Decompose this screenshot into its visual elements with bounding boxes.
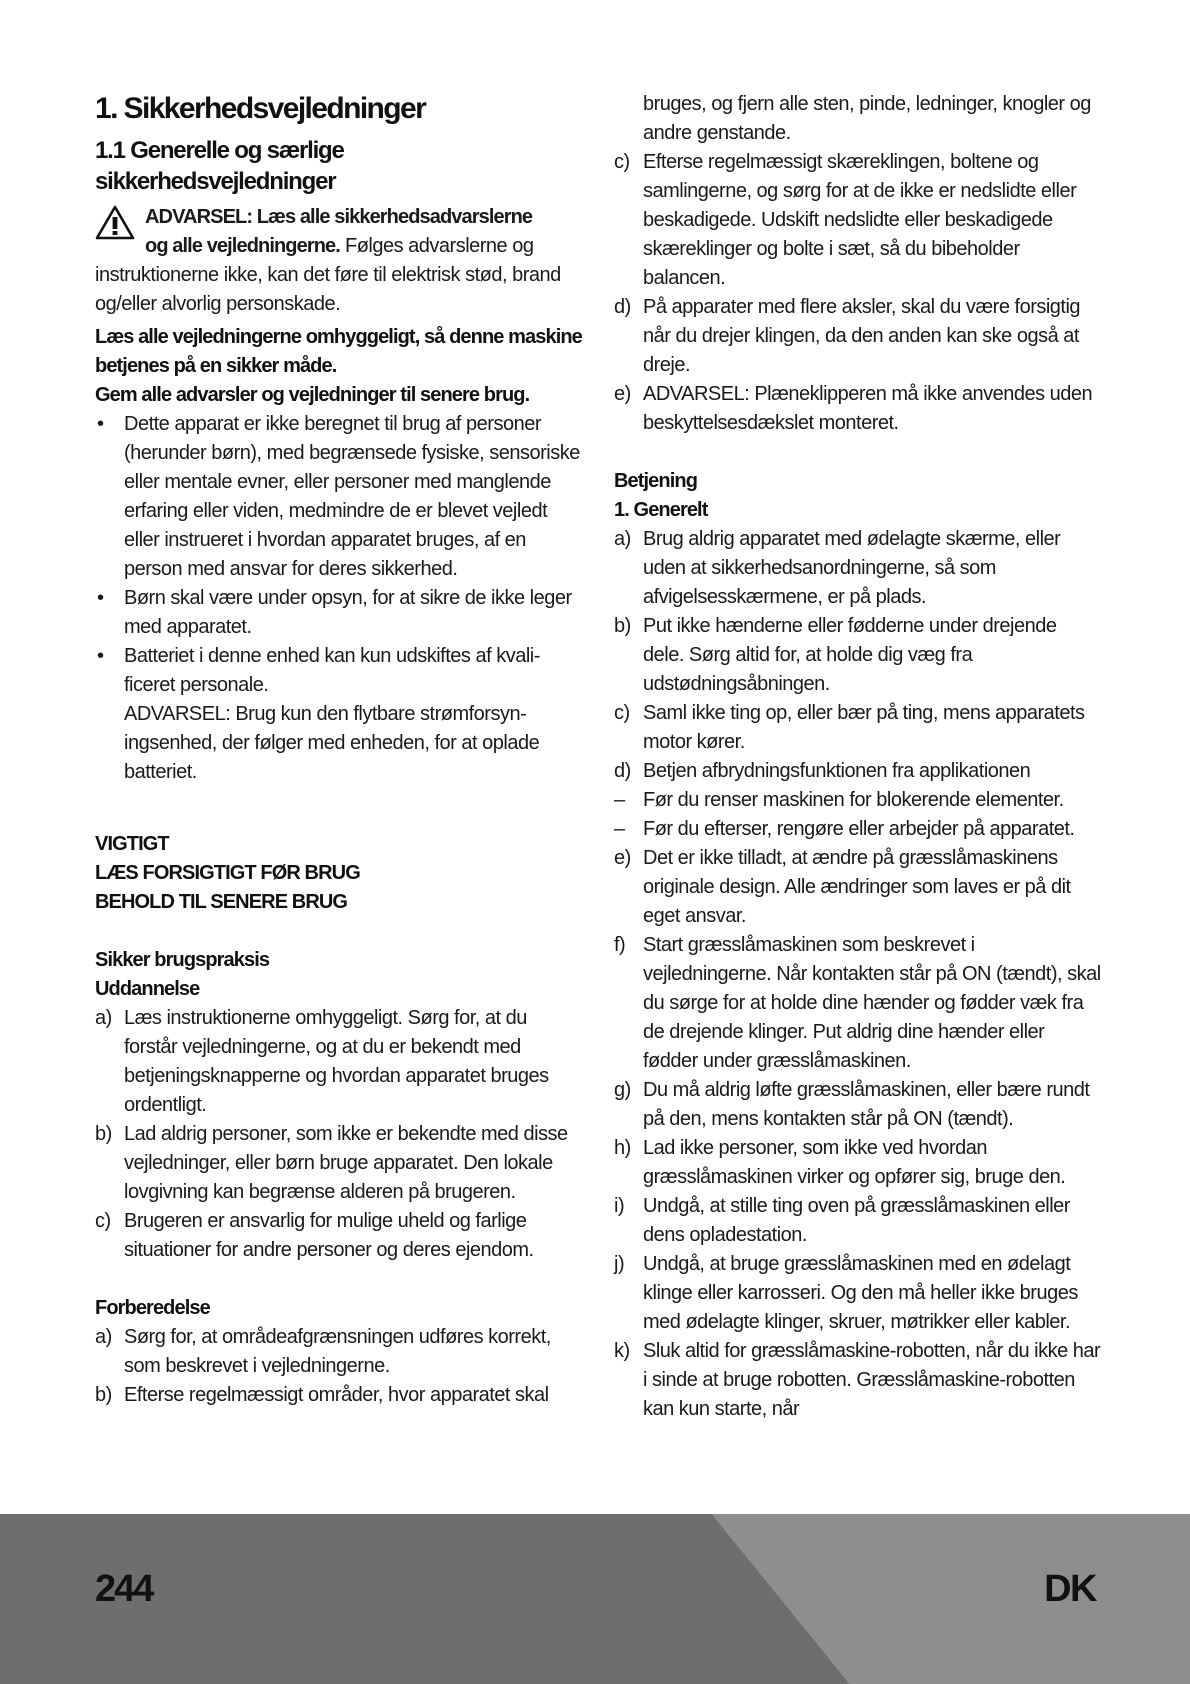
list-item: – Før du efterser, rengøre eller arbejder på apparatet. — [614, 818, 1075, 840]
list-item: – Før du renser maskinen for blokerende elementer. — [614, 789, 1064, 811]
list-item: b) Efterse regelmæssigt områder, hvor apparatet skal — [95, 1384, 549, 1406]
operation-subtitle: 1. Generelt — [614, 499, 708, 521]
list-item: e) ADVARSEL: Plæneklipperen må ikke anvendes uden beskyttelsesdækslet monteret. — [614, 383, 1093, 434]
spacer — [95, 1265, 582, 1294]
important-line2: LÆS FORSIGTIGT FØR BRUG — [95, 862, 360, 884]
operation-title: Betjening — [614, 470, 698, 492]
education-subtitle: Uddannelse — [95, 978, 200, 1000]
warning-block — [95, 203, 582, 319]
bold-instruction-1: Læs alle vejledningerne omhyggeligt, så denne maskine betjenes på en sikker måde. — [95, 326, 582, 377]
bold-instruction-2: Gem alle advarsler og vejledninger til senere brug. — [95, 384, 530, 406]
preparation-title: Forberedelse — [95, 1297, 210, 1319]
list-item: k) Sluk altid for græsslåmaskine-robotten, når du ikke har i sinde at bruge robotten. Græsslåmaskine-robotten kan kun starte, når — [614, 1340, 1101, 1420]
spacer — [95, 816, 582, 830]
list-item: a) Sørg for, at områdeafgrænsningen udføres korrekt, som beskrevet i vejledningerne. — [95, 1326, 551, 1377]
list-item: • Batteriet i denne enhed kan kun udskiftes af kvalificeret personale. ADVARSEL: Brug kun den flytbare strømforsyningsenhed, der følger med enheden, for at oplade batteriet. — [97, 645, 541, 783]
spacer — [95, 917, 582, 946]
important-line3: BEHOLD TIL SENERE BRUG — [95, 891, 348, 913]
list-item: g) Du må aldrig løfte græsslåmaskinen, eller bære rundt på den, mens kontakten står på ON (tændt). — [614, 1079, 1090, 1130]
safe-practice-title: Sikker brugspraksis — [95, 949, 270, 971]
education-list — [95, 1004, 582, 1265]
operation-list — [614, 525, 1102, 1424]
list-item: h) Lad ikke personer, som ikke ved hvordan græsslåmaskinen virker og opfører sig, bruge den. — [614, 1137, 1066, 1188]
list-item: a) Læs instruktionerne omhyggeligt. Sørg for, at du forstår vejledningerne, og at du er bekendt med betjeningsknapperne og hvordan apparatet bruges ordentligt. — [95, 1007, 549, 1116]
preparation-list — [95, 1323, 582, 1410]
spacer — [614, 438, 1102, 467]
safety-bullet-list — [95, 410, 582, 787]
list-item: bruges, og fjern alle sten, pinde, ledninger, knogler og andre genstande. — [643, 93, 1091, 144]
list-item: j) Undgå, at bruge græsslåmaskinen med en ødelagt klinge eller karrosseri. Og den må heller ikke bruges med ødelagte klinger, skruer, møtrikker eller kabler. — [614, 1253, 1078, 1333]
right-column — [614, 90, 1102, 1424]
list-item: c) Efterse regelmæssigt skæreklingen, boltene og samlingerne, og sørg for at de ikke er nedslidte eller beskadigede. Udskift nedslidte eller beskadigede skæreklinger og bolte i sæt, så du bibeholder balancen. — [614, 151, 1077, 289]
list-item: b) Put ikke hænderne eller fødderne under drejende dele. Sørg altid for, at holde dig væg fra udstødningsåbningen. — [614, 615, 1057, 695]
list-item: b) Lad aldrig personer, som ikke er bekendte med disse vejledninger, eller børn bruge apparatet. Den lokale lovgivning kan begrænse alderen på brugeren. — [95, 1123, 568, 1203]
list-item: • Børn skal være under opsyn, for at sikre de ikke leger med apparatet. — [97, 587, 572, 638]
list-item: i) Undgå, at stille ting oven på græsslåmaskinen eller dens opladestation. — [614, 1195, 1070, 1246]
language-code: DK — [1044, 1568, 1096, 1610]
list-item: • Dette apparat er ikke beregnet til brug af personer (herunder børn), med begrænsede fysiske, sensoriske eller mentale evner, eller personer med manglende erfaring eller viden, medmindre de er blevet vejledt eller instrueret i hvordan apparatet bruges, af en person med ansvar for deres sikkerhed. — [97, 413, 580, 580]
warning-triangle-icon — [95, 205, 135, 241]
list-item: d) Betjen afbrydningsfunktionen fra applikationen — [614, 760, 1031, 782]
list-item: e) Det er ikke tilladt, at ændre på græsslåmaskinens originale design. Alle ændringer som laves er på dit eget ansvar. — [614, 847, 1071, 927]
warning-bold-line1: ADVARSEL: Læs alle sikkerhedsadvarslerne — [145, 206, 533, 228]
list-item: f) Start græsslåmaskinen som beskrevet i vejledningerne. Når kontakten står på ON (tændt), skal du sørge for at holde dine hænder og fødder væk fra de drejende klinger. Put aldrig dine hænder eller fødder under græsslåmaskinen. — [614, 934, 1101, 1072]
list-item: d) På apparater med flere aksler, skal du være forsigtig når du drejer klingen, da den anden kan ske også at dreje. — [614, 296, 1081, 376]
battery-warning: ADVARSEL: Brug kun den flytbare strømforsyningsenhed, der følger med enheden, for at oplade batteriet. — [124, 703, 540, 783]
list-item: a) Brug aldrig apparatet med ødelagte skærme, eller uden at sikkerhedsanordningerne, så som afvigelsesskærmene, er på plads. — [614, 528, 1061, 608]
warning-text: Følges advarslerne og instruktionerne ikke, kan det føre til elektrisk stød, brand og/eller alvorlig personskade. — [95, 235, 561, 315]
page-number: 244 — [95, 1568, 153, 1610]
spacer — [95, 787, 582, 816]
list-item: c) Brugeren er ansvarlig for mulige uheld og farlige situationer for andre personer og deres ejendom. — [95, 1210, 534, 1261]
preparation-list-continued — [614, 90, 1102, 438]
list-item: c) Saml ikke ting op, eller bær på ting, mens apparatets motor kører. — [614, 702, 1085, 753]
left-column — [95, 90, 582, 1410]
warning-bold-line2: og alle vejledningerne. — [145, 235, 340, 257]
section-title: 1. Sikkerhedsvejledninger — [95, 92, 426, 125]
subsection-title: 1.1 Generelle og særlige sikkerhedsvejledninger — [95, 137, 344, 195]
important-line1: VIGTIGT — [95, 833, 169, 855]
